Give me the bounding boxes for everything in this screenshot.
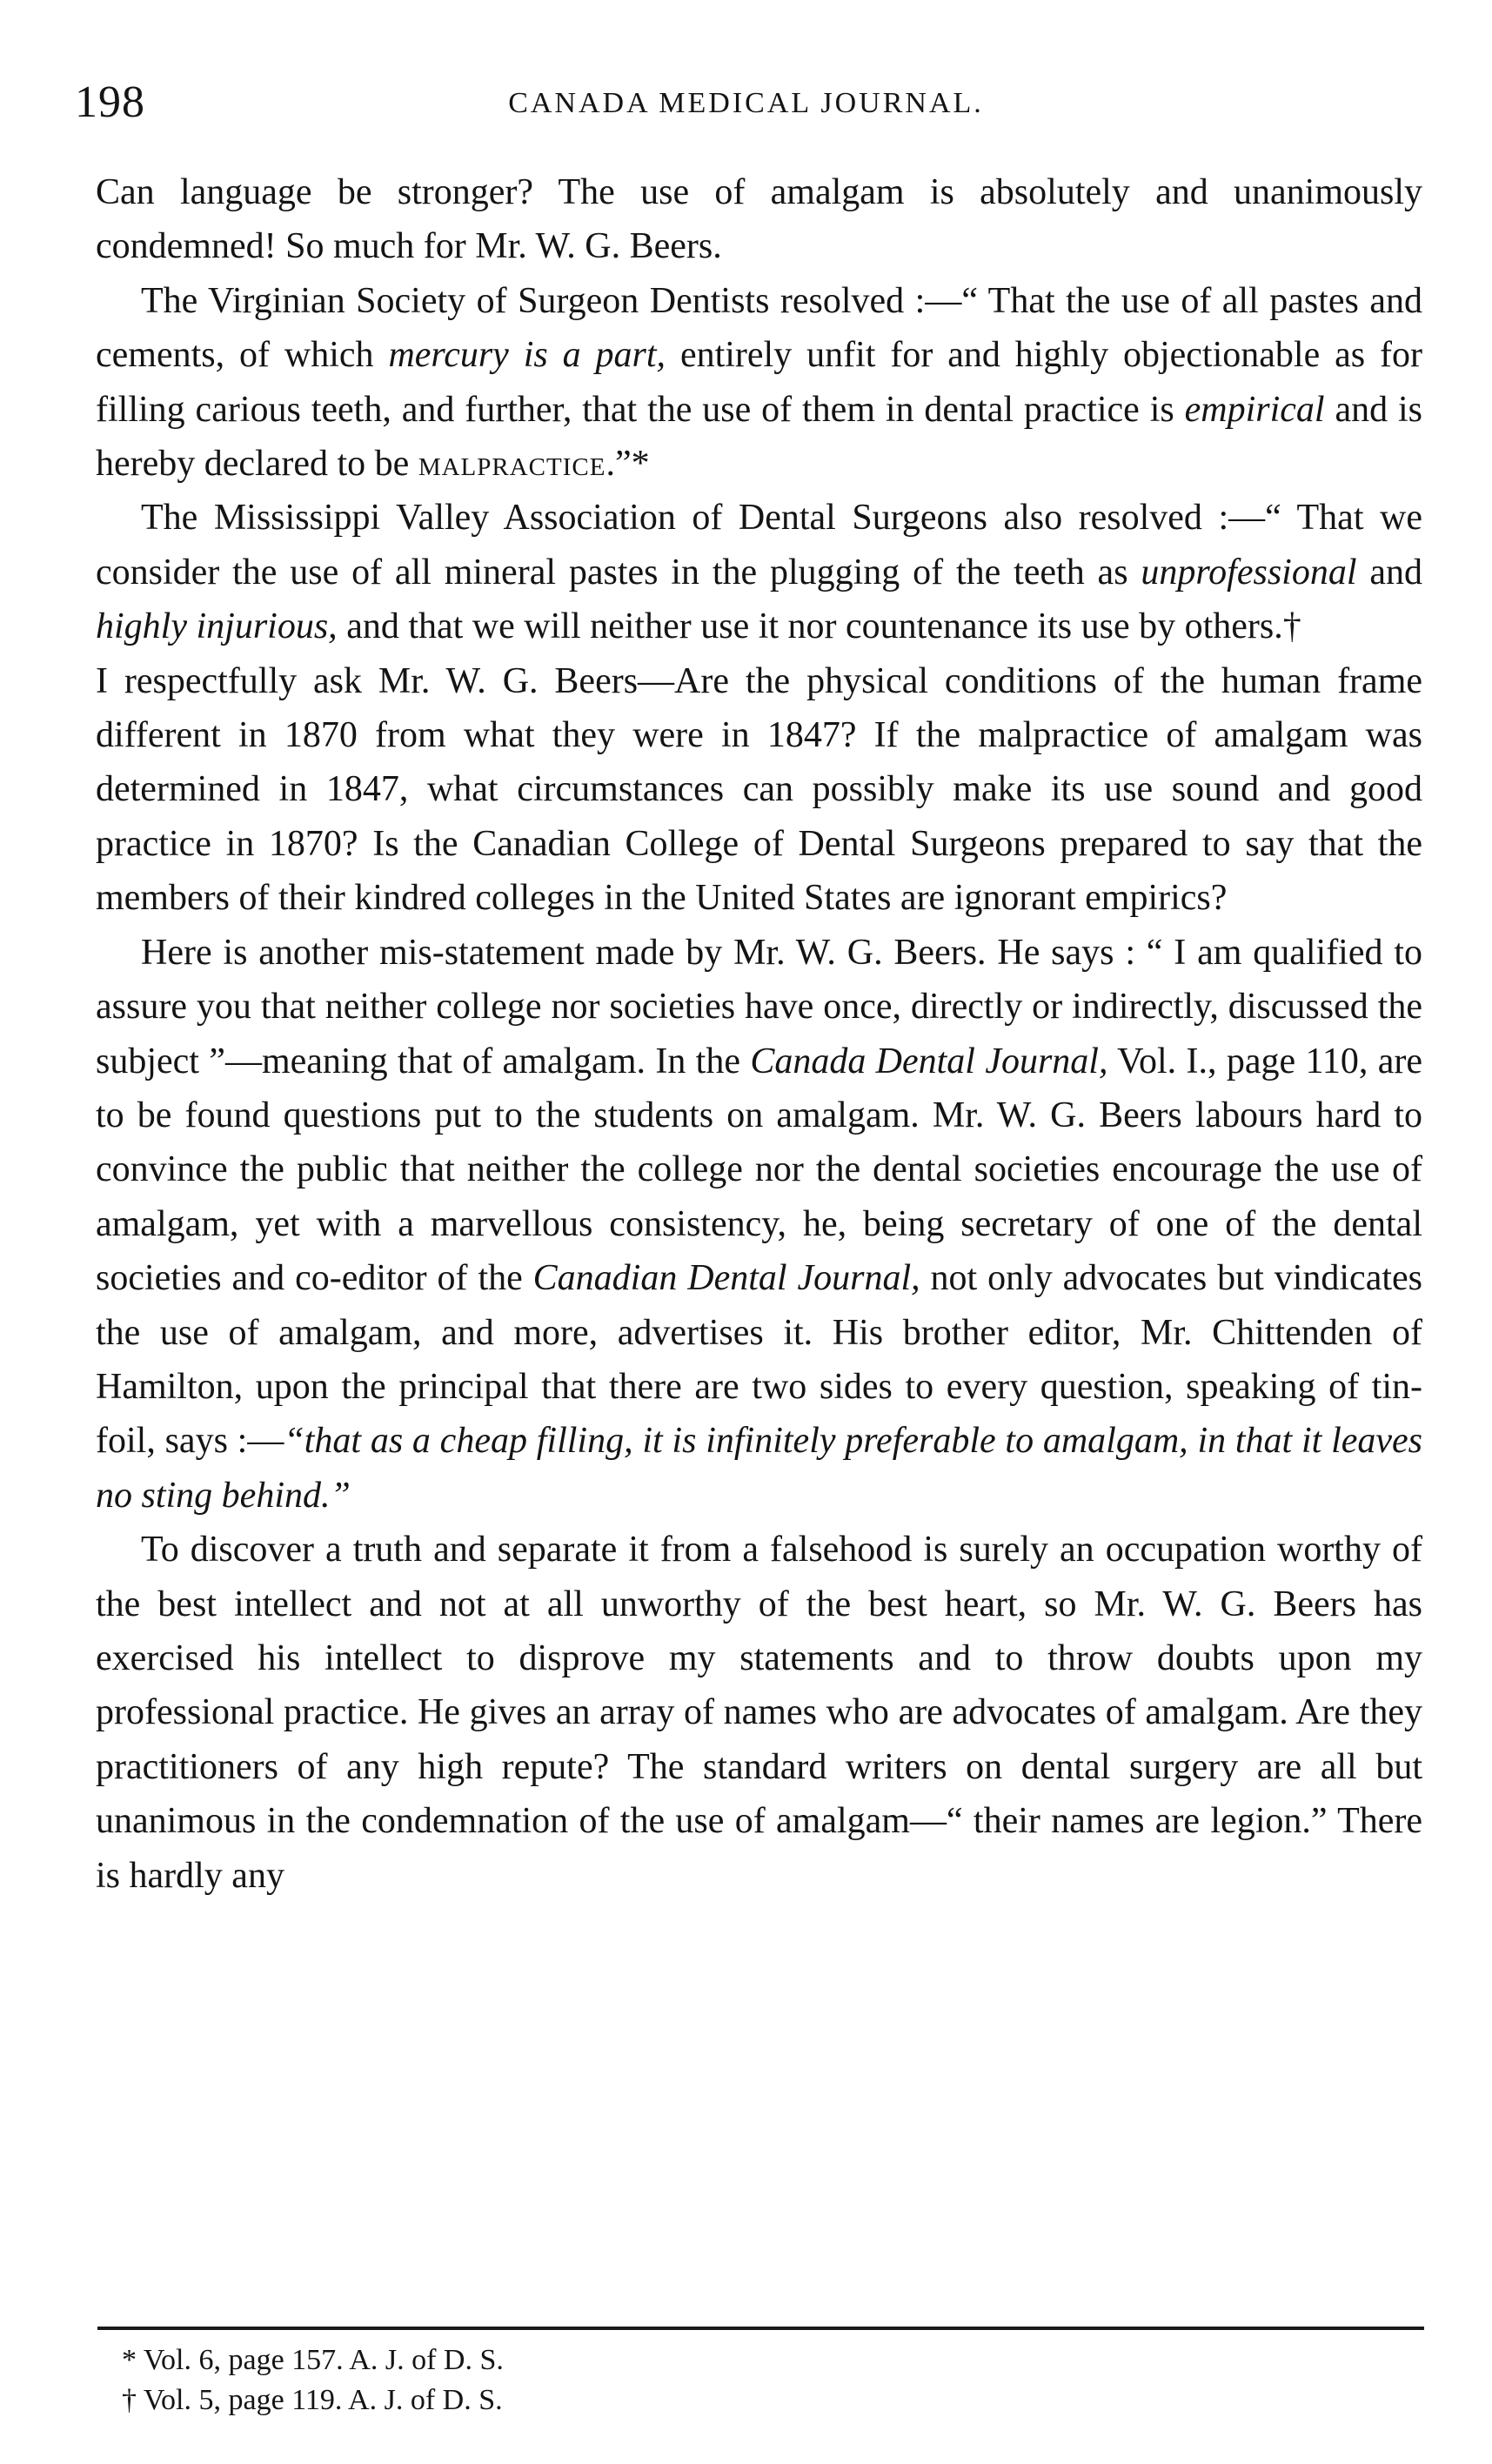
paragraph-2-emphasis: empirical	[1184, 389, 1325, 430]
paragraph-2-emphasis: mercury is a part,	[388, 335, 666, 376]
paragraph-3-text: and that we will neither use it nor countenance its use by others.†	[337, 606, 1301, 647]
page-number: 198	[75, 77, 145, 127]
paragraph-2-text: The Virginian Society of Surgeon Dentists resolved :—“ That the use of all pastes and cements, of which	[96, 280, 1422, 376]
paragraph-2	[96, 274, 1422, 492]
paragraph-2-text: .”*	[605, 444, 650, 485]
paragraph-3-text: The Mississippi Valley Association of Dental Surgeons also resolved :—“ That we consider the use of all mineral pastes in the plugging of the teeth as	[96, 498, 1422, 593]
paragraph-5-text: Here is another mis-statement made by Mr. W. G. Beers. He says : “ I am qualified to assure you that neither college nor societies have once, directly or indirectly, discussed the subject ”—meaning that of amalgam. In the	[96, 932, 1422, 1081]
paragraph-1: Can language be stronger? The use of amalgam is absolutely and unanimously condemned! So much for Mr. W. G. Beers.	[96, 172, 1422, 267]
paragraph-5-text: not only advocates but vindicates the use of amalgam, and more, advertises it. His brother editor, Mr. Chittenden of Hamilton, upon the principal that there are two sides to every question, speaking of tin-foil, says :—	[96, 1258, 1422, 1462]
article-body	[96, 165, 1422, 1903]
paragraph-2-text: and is hereby declared to be	[96, 389, 1423, 485]
footnotes	[122, 2340, 1166, 2420]
paragraph-5-emphasis: Canadian Dental Journal,	[532, 1258, 920, 1299]
paragraph-2-text: entirely unfit for and highly objectionable as for filling carious teeth, and further, that the use of them in dental practice is	[96, 335, 1422, 430]
paragraph-5-quotation: “that as a cheap filling, it is infinitely preferable to amalgam, in that it leaves no sting behind.”	[96, 1421, 1423, 1516]
paragraph-3-emphasis: highly injurious,	[96, 606, 338, 647]
running-head	[0, 77, 1492, 129]
footnote-divider	[97, 2327, 1424, 2330]
paragraph-3-text: and	[1356, 552, 1422, 593]
paragraph-5-text: Vol. I., page 110, are to be found questions put to the students on amalgam. Mr. W. G. Beers labours hard to convince the public that neither the college nor the dental societies encourage the use of amalgam, yet with a marvellous consistency, he, being secretary of one of the dental societies and co-editor of the	[96, 1041, 1422, 1299]
paragraph-5	[96, 926, 1422, 1523]
paragraph-6: To discover a truth and separate it from a falsehood is surely an occupation worthy of the best intellect and not at all unworthy of the best heart, so Mr. W. G. Beers has exercised his intellect to disprove my statements and to throw doubts upon my professional practice. He gives an array of names who are advocates of amalgam. Are they practitioners of any high repute? The standard writers on dental surgery are all but unanimous in the condemnation of the use of amalgam—“ their names are legion.” There is hardly any	[96, 1530, 1422, 1896]
journal-title: CANADA MEDICAL JOURNAL.	[508, 87, 984, 119]
paragraph-4: I respectfully ask Mr. W. G. Beers—Are the physical conditions of the human frame different in 1870 from what they were in 1847? If the malpractice of amalgam was determined in 1847, what circumstances can possibly make its use sound and good practice in 1870? Is the Canadian College of Dental Surgeons prepared to say that the members of their kindred colleges in the United States are ignorant empirics?	[96, 660, 1422, 919]
malpractice-small-caps: malpractice	[418, 444, 606, 485]
footnote-1: * Vol. 6, page 157. A. J. of D. S.	[122, 2344, 504, 2376]
paragraph-3	[96, 491, 1422, 653]
footnote-2: † Vol. 5, page 119. A. J. of D. S.	[122, 2384, 503, 2416]
paragraph-3-emphasis: unprofessional	[1141, 552, 1357, 593]
paragraph-5-emphasis: Canada Dental Journal,	[750, 1041, 1108, 1081]
